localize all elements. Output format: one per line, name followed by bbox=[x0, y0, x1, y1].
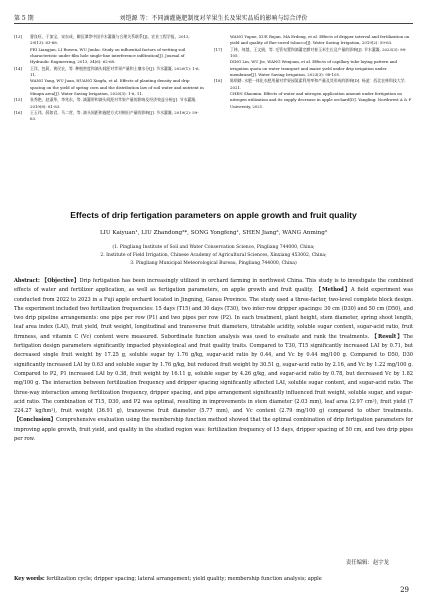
affiliation-line: (1. Pingliang Institute of Soil and Water Conservation Science, Pingliang 744000, China; bbox=[112, 245, 315, 250]
reference-entry: WANG Yupue, XUE Rujun, MA Erdeng, et al. Effects of dripper interval and fertilization on yield and quality of flue-cured tobacco[J]. Water Saving Irrigation, 2019(2): 59-63. bbox=[230, 34, 410, 46]
objective-label: 【Objective】 bbox=[41, 278, 80, 284]
references-right-column bbox=[214, 34, 412, 110]
author-list: LIU Kaiyuan¹, LIU Zhandong²*, SONG Yongfeng¹, SHEN Jiang³, WANG Anming³ bbox=[99, 230, 328, 236]
conclusion-label: 【Conclusion】 bbox=[14, 417, 56, 424]
result-text: The fertigation design parameters significantly impacted physiological and fruit quality traits. Compared to T30, T15 significantly increased LAI by 0.71, but decreased single fruit weight by 17.25 g, soluble sugar by 1.76 g/kg, sugar-acid ratio by 0.44, and Vc by 0.44 mg/100 g. Compared to D50, D30 significantly increased LAI by 0.63 and soluble sugar by 1.76 g/kg, but reduced fruit weight by 30.51 g, sugar-acid ratio by 2.16, and Vc by 1.22 mg/100 g. Compared to P2, P1 increased LAI by 0.38, fruit weight by 16.11 g, soluble sugar by 4.26 g/kg, and sugar-acid ratio by 0.78, but decreased Vc by 1.82 mg/100 g. The interaction between fertilization frequency and dripper spacing significantly affected LAI, soluble sugar content, and sugar-acid ratio. The three-way interaction among fertilization frequency, dripper spacing, and pipe arrangement significantly influenced fruit weight, soluble sugar, and sugar-acid ratio. The combination of T15, D30, and P2 was optimal, resulting in improvements in stem diameter (2.03 mm), leaf area (2.97 cm²), fruit yield (7 224.27 kg/hm²), fruit weight (36.91 g), transverse fruit diameter (5.77 mm), and Vc content (2.79 mg/100 g) compared to other treatments. bbox=[14, 333, 414, 415]
reference-entry: [13] 曹良旺，于加宝，宋东成，卿沉谭等中国节水灌溉与合理关系联系[J]。农业工程学报，2013, 29(13): 63-68. bbox=[14, 34, 190, 46]
affiliation-line: 2. Institute of Field Irrigation, Chinese Academy of Agricultural Sciences, Xinxiang 453002, China; bbox=[100, 252, 327, 258]
responsible-editor: 责任编辑：赵宇龙 bbox=[345, 560, 389, 566]
issue-number: 第 5 期 bbox=[14, 15, 34, 22]
method-label: 【Method】 bbox=[315, 287, 352, 294]
abstract-label: Abstract: bbox=[14, 278, 40, 284]
reference-entry: FEI Liangjun, LI Ruwen, WU Junhu. Study on influential factors of wetting soil characteristic under film hole single-line interference infiltration[J]. Journal of Hydraulic Engineering, 2013, 34(6): 62-68. bbox=[30, 46, 186, 65]
reference-entry: [16] 王玉玮，薛如君，马二营，等. 滴头间距和施肥方式对棉田产量的影响[J]. 节水灌溉, 2019(2): 59-63. bbox=[14, 110, 199, 122]
reference-entry: [17] 丁林，何越，王文娟，等. 毛管布置和滴灌定额对春玉米生长及产量的影响[J]. 节水灌溉, 2023(3): 98-105. bbox=[214, 46, 407, 59]
references-left-column bbox=[14, 34, 204, 123]
keywords bbox=[14, 576, 413, 582]
method-text: A field experiment was conducted from 2022 to 2023 in a Fuji apple orchard located in Jingning, Gansu Province. The study used a three-factor, two-level complete block design. The experiment included two fertilization frequencies: 15 days (T15) and 30 days (T30), two inter-row dripper spacings: 30 cm (D30) and 50 cm (D50), and two drip pipeline arrangements: one pipe per row (P1) and two pipes per row (P2). In each treatment, plant height, stem diameter, spring shoot length, leaf area index (LAI), fruit yield, fruit weight, longitudinal and transverse fruit diameters, titratable acidity, soluble sugar content, sugar-acid ratio, fruit firmness, and vitamin C (Vc) content were measured. Subordinate function analysis was used to evaluate and rank the treatments. bbox=[14, 287, 413, 340]
page-number: 29 bbox=[400, 586, 409, 594]
conclusion-text: Comprehensive evaluation using the membership function method showed that the optimal combination of drip fertigation parameters for improving apple growth, fruit yield, and quality in the studied region was: fertilization frequency of 15 days, dripper spacing of 50 cm, and two drip pipes per row. bbox=[14, 417, 413, 443]
reference-entry: [15] 张秀艳，赵淑华，李兆东，等. 滴灌带和滴头间距对苹果产量的影响及经济效益分析[J]. 节水灌溉, 2019(8): 81-83. bbox=[14, 97, 197, 109]
reference-entry: DING Lin, WU Jie, WANG Wenjuan, et al. Effects of capillary tube laying pattern and irrigation quota on water transport and maize yield under drip irrigation under membrane[J]. Water Saving Irrigation, 2023(3): 98-105. bbox=[230, 59, 398, 78]
affiliations bbox=[10, 244, 417, 267]
reference-entry: CHEN Shaomin. Effects of water and nitrogen application amount under fertigation on nitrogen utilization and its supply decrease in apple orchard[D]. Yangling: Northwest A & F University, 2021. bbox=[230, 91, 412, 109]
result-label: 【Result】 bbox=[371, 333, 404, 340]
paper-title: Effects of drip fertigation parameters on apple growth and fruit quality bbox=[70, 210, 357, 220]
reference-entry: [14] 王洋，包莉，黄民农，等. 种植密度和滴头间距对苹果产量和土壤水分[J]. 节水灌溉, 2020(1): 1-6, 11. bbox=[14, 65, 200, 78]
running-header bbox=[14, 12, 413, 24]
objective-text: Drip fertigation has been increasingly utilized in orchard farming in northwest China. This study is to investigate the combined effects of water and fertilizer application, as well as fertigation parameters, on apple growth and fruit quality. bbox=[14, 278, 413, 294]
keywords-label: Key words: bbox=[14, 576, 45, 582]
keywords-text: fertilization cycle; dripper spacing; lateral arrangement; yield quality; membership function analysis; apple bbox=[46, 576, 322, 582]
reference-entry: [18] 陈炳耕. 水肥一体化水肥用量对苹果园氮素利用率和产量及其形成的影响[D]. 杨凌：西北农林科技大学, 2021. bbox=[214, 78, 406, 90]
affiliation-line: 3. Pingliang Municipal Meteorological Bureau, Pingliang 744000, China) bbox=[130, 260, 297, 266]
running-title: 刘铠源 等：不同滴灌施肥制度对苹果生长及果实品质的影响与综合评价 bbox=[119, 15, 308, 22]
reference-entry: WANG Yang, WU Juan, HUANG Xingfa, et al. Effects of planting density and drip spacing on the yield of spring corn and the distribution law of soil water and nutrient in Minqin area[J]. Water Saving Irrigation, 2020(3): 1-6, 11. bbox=[30, 78, 204, 97]
abstract bbox=[14, 277, 413, 444]
